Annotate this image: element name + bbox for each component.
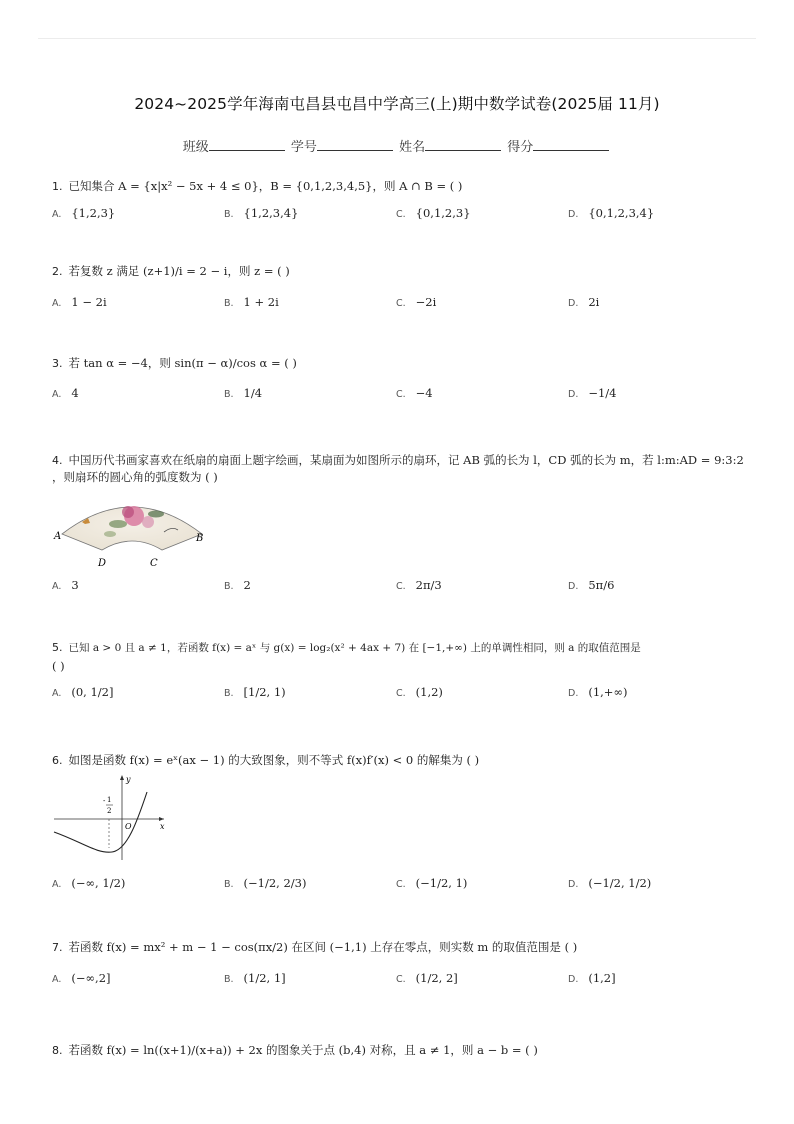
class-label: 班级 [182,140,209,155]
page-title: 2024~2025学年海南屯昌县屯昌中学高三(上)期中数学试卷(2025届 11月) [134,95,660,113]
q6-option-b[interactable]: B. (−1/2, 2/3) [224,876,307,890]
function-curve [54,792,147,852]
question-text: ，则扇环的圆心角的弧度数为 ( ) [52,470,218,484]
q1-option-d[interactable]: D. {0,1,2,3,4} [568,206,655,220]
flower-icon [122,506,134,518]
question-number: 5. [52,641,63,654]
fan-label-c: C [150,558,158,569]
function-graph [52,772,172,862]
question-2 [52,262,290,281]
fan-label-b: B [196,533,204,544]
q2-option-a[interactable]: A. 1 − 2i [52,295,107,309]
top-divider [38,38,756,39]
q7-option-a[interactable]: A. (−∞,2] [52,971,111,985]
q5-option-c[interactable]: C. (1,2) [396,685,443,699]
q1-option-c[interactable]: C. {0,1,2,3} [396,206,471,220]
question-4-continued [52,468,218,486]
question-7 [52,938,577,957]
question-text: 已知集合 A = {x|x² − 5x + 4 ≤ 0}，B = {0,1,2,3,4,5}，则 A ∩ B = ( ) [68,179,463,193]
question-text: 如图是函数 f(x) = eˣ(ax − 1) 的大致图象，则不等式 f(x)f′(x) < 0 的解集为 ( ) [68,753,480,767]
question-number: 4. [52,454,63,467]
y-axis-label: y [126,775,131,784]
q4-option-d[interactable]: D. 5π/6 [568,578,615,592]
fan-figure [52,492,212,572]
question-number: 7. [52,941,63,954]
question-text: 中国历代书画家喜欢在纸扇的扇面上题字绘画，某扇面为如图所示的扇环，记 AB 弧的长为 l，CD 弧的长为 m，若 l:m:AD = 9:3:2 [68,453,744,467]
tick-sign: - [103,797,106,805]
leaf-icon [104,531,116,537]
student-info-row [0,136,794,155]
question-text: 若函数 f(x) = mx² + m − 1 − cos(πx/2) 在区间 (−1,1) 上存在零点，则实数 m 的取值范围是 ( ) [68,940,578,954]
question-number: 8. [52,1044,63,1057]
question-text: 若 tan α = −4，则 sin(π − α)/cos α = ( ) [68,356,297,370]
q2-option-c[interactable]: C. −2i [396,295,437,309]
q3-option-a[interactable]: A. 4 [52,386,79,400]
q4-option-c[interactable]: C. 2π/3 [396,578,442,592]
student-id-label: 学号 [290,140,317,155]
y-axis-arrow-icon [120,775,124,780]
tick-numerator: 1 [107,796,112,804]
leaf-icon [148,511,164,518]
question-5 [52,639,641,657]
q2-option-d[interactable]: D. 2i [568,295,600,309]
q7-option-d[interactable]: D. (1,2] [568,971,616,985]
leaf-icon [109,520,127,528]
q6-option-a[interactable]: A. (−∞, 1/2) [52,876,126,890]
question-number: 1. [52,180,63,193]
q1-option-b[interactable]: B. {1,2,3,4} [224,206,299,220]
question-6 [52,751,479,770]
question-3 [52,354,297,373]
origin-label: O [125,822,132,831]
question-text: 若复数 z 满足 (z+1)/i = 2 − i，则 z = ( ) [68,264,290,278]
q3-option-d[interactable]: D. −1/4 [568,386,617,400]
score-input[interactable] [533,149,609,151]
tick-denominator: 2 [107,807,112,815]
question-1 [52,177,462,196]
question-text: 若函数 f(x) = ln((x+1)/(x+a)) + 2x 的图象关于点 (b,4) 对称，且 a ≠ 1，则 a − b = ( ) [68,1043,538,1057]
question-8 [52,1041,538,1060]
name-input[interactable] [425,149,501,151]
q6-option-c[interactable]: C. (−1/2, 1) [396,876,468,890]
question-number: 3. [52,357,63,370]
question-number: 2. [52,265,63,278]
q1-option-a[interactable]: A. {1,2,3} [52,206,116,220]
x-axis-label: x [160,822,165,831]
q5-option-d[interactable]: D. (1,+∞) [568,685,628,699]
question-number: 6. [52,754,63,767]
q4-option-a[interactable]: A. 3 [52,578,79,592]
question-text: 已知 a > 0 且 a ≠ 1，若函数 f(x) = aˣ 与 g(x) = log₂(x² + 4ax + 7) 在 [−1,+∞) 上的单调性相同，则 a 的取值范围是 [68,642,641,654]
q3-option-c[interactable]: C. −4 [396,386,433,400]
question-5-continued [52,657,65,675]
q3-option-b[interactable]: B. 1/4 [224,386,263,400]
x-axis-arrow-icon [159,817,164,821]
flower-icon [142,516,154,528]
q2-option-b[interactable]: B. 1 + 2i [224,295,279,309]
score-label: 得分 [507,140,534,155]
q7-option-c[interactable]: C. (1/2, 2] [396,971,458,985]
q6-option-d[interactable]: D. (−1/2, 1/2) [568,876,652,890]
name-label: 姓名 [399,140,426,155]
question-text: ( ) [52,659,65,673]
class-input[interactable] [209,149,285,151]
q5-option-b[interactable]: B. [1/2, 1) [224,685,286,699]
q5-option-a[interactable]: A. (0, 1/2] [52,685,114,699]
q4-option-b[interactable]: B. 2 [224,578,251,592]
student-id-input[interactable] [317,149,393,151]
fan-label-a: A [54,531,62,542]
fan-label-d: D [98,558,107,569]
q7-option-b[interactable]: B. (1/2, 1] [224,971,286,985]
